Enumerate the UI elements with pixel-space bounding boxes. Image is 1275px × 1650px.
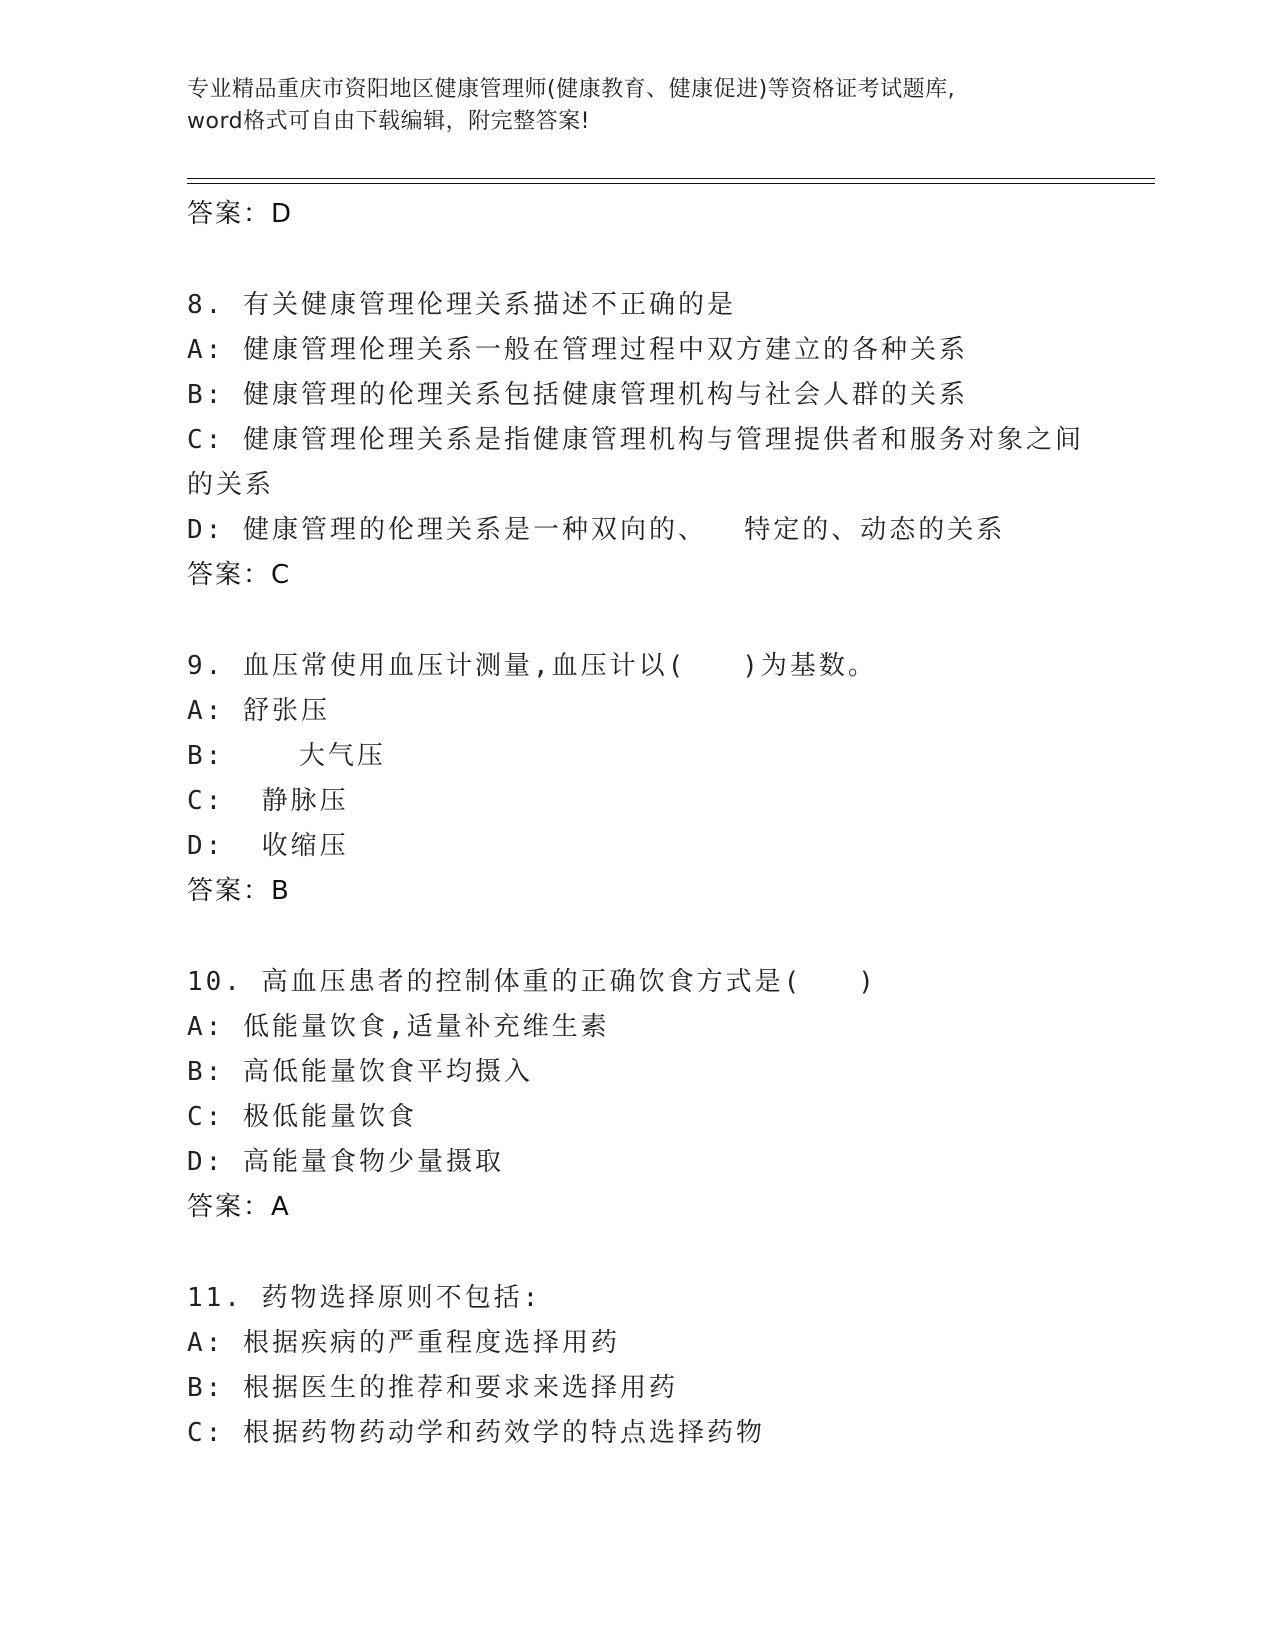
header-line-2: word格式可自由下载编辑，附完整答案!: [187, 109, 590, 134]
question-stem: 10. 高血压患者的控制体重的正确饮食方式是( ): [187, 967, 877, 997]
question-option: C: 健康管理伦理关系是指健康管理机构与管理提供者和服务对象之间的关系: [187, 425, 1084, 500]
question-option: B: 大气压: [187, 741, 386, 771]
answer-line: [187, 869, 1107, 914]
answer-prefix: 答案：: [187, 560, 272, 590]
answer-value: B: [271, 876, 291, 906]
answer-prefix: 答案：: [187, 199, 272, 229]
question-block: [187, 644, 1107, 914]
question-block: [187, 1276, 1107, 1456]
question-option: C: 根据药物药动学和药效学的特点选择药物: [187, 1418, 765, 1448]
question-option: A: 根据疾病的严重程度选择用药: [187, 1328, 620, 1358]
question-option: B: 高低能量饮食平均摄入: [187, 1057, 533, 1087]
document-header: [187, 74, 1087, 138]
question-list: [187, 192, 1107, 1456]
question-option: D: 高能量食物少量摄取: [187, 1147, 504, 1177]
answer-value: A: [271, 1192, 291, 1222]
spacer: [187, 1230, 1107, 1276]
question-block: [187, 283, 1107, 598]
question-block: [187, 960, 1107, 1230]
question-option: B: 根据医生的推荐和要求来选择用药: [187, 1373, 678, 1403]
header-line-1: 专业精品重庆市资阳地区健康管理师(健康教育、健康促进)等资格证考试题库,: [187, 77, 956, 102]
question-option: C: 静脉压: [187, 786, 349, 816]
question-option: D: 收缩压: [187, 831, 349, 861]
answer-prefix: 答案：: [187, 1192, 272, 1222]
spacer: [187, 598, 1107, 644]
question-stem: 9. 血压常使用血压计测量,血压计以( )为基数。: [187, 651, 877, 681]
spacer: [187, 914, 1107, 960]
question-option: A: 健康管理伦理关系一般在管理过程中双方建立的各种关系: [187, 335, 968, 365]
answer-line: [187, 1185, 1107, 1230]
question-option: A: 舒张压: [187, 696, 330, 726]
answer-value: C: [271, 560, 292, 590]
spacer: [187, 237, 1107, 283]
answer-line: [187, 553, 1107, 598]
question-option: B: 健康管理的伦理关系包括健康管理机构与社会人群的关系: [187, 380, 968, 410]
question-option: D: 健康管理的伦理关系是一种双向的、 特定的、动态的关系: [187, 515, 1006, 545]
answer-line: [187, 192, 1107, 237]
answer-prefix: 答案：: [187, 876, 272, 906]
question-stem: 11. 药物选择原则不包括:: [187, 1283, 542, 1313]
header-divider: [187, 178, 1155, 184]
answer-value: D: [271, 199, 294, 229]
question-option: A: 低能量饮食,适量补充维生素: [187, 1012, 610, 1042]
question-option: C: 极低能量饮食: [187, 1102, 417, 1132]
question-stem: 8. 有关健康管理伦理关系描述不正确的是: [187, 290, 736, 320]
